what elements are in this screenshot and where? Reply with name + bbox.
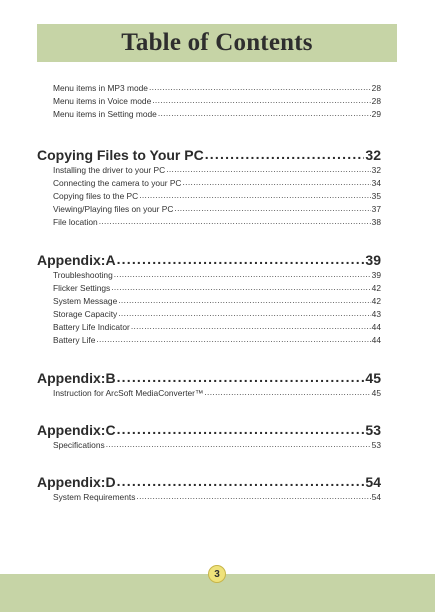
toc-entry-page: 44 <box>371 335 381 346</box>
toc-section <box>37 252 381 348</box>
toc-entry-label: Menu items in Voice mode <box>53 96 152 107</box>
dot-leader <box>118 294 370 307</box>
toc-section <box>37 474 381 504</box>
toc-entry-label: Menu items in Setting mode <box>53 109 157 120</box>
dot-leader <box>136 490 370 503</box>
dot-leader <box>204 386 370 399</box>
toc-heading[interactable] <box>37 474 381 491</box>
toc-entry-label: Menu items in MP3 mode <box>53 83 148 93</box>
toc-entry-label: System Message <box>53 295 118 306</box>
toc-heading-page: 32 <box>365 146 381 163</box>
dot-leader <box>118 307 370 320</box>
toc-section <box>37 147 381 230</box>
dot-leader <box>149 81 371 94</box>
toc-entry-page: 29 <box>371 109 381 120</box>
title-banner <box>37 24 397 62</box>
toc-entry[interactable] <box>53 439 381 452</box>
toc-entry-label: Storage Capacity <box>53 309 118 320</box>
toc-entry-page: 43 <box>371 309 381 320</box>
toc-entry-label: Flicker Settings <box>53 282 111 293</box>
dot-leader <box>166 163 370 176</box>
dot-leader <box>205 146 365 163</box>
toc-heading-label: Appendix:A <box>37 251 116 268</box>
toc-entry-page: 42 <box>371 282 381 293</box>
toc-entry-label: Battery Life <box>53 335 96 346</box>
toc-heading-page: 45 <box>365 369 381 386</box>
toc-entry[interactable] <box>53 334 381 347</box>
toc-entry-page: 37 <box>371 204 381 215</box>
dot-leader <box>99 215 371 228</box>
toc-entry-page: 53 <box>371 439 381 450</box>
toc-entry-label: Copying files to the PC <box>53 190 139 201</box>
dot-leader <box>106 438 371 451</box>
dot-leader <box>152 94 370 107</box>
toc-entry-page: 34 <box>371 177 381 188</box>
toc-heading-label: Appendix:D <box>37 474 116 490</box>
dot-leader <box>174 202 370 215</box>
toc-entry-page: 45 <box>371 387 381 398</box>
toc-entry-label: Installing the driver to your PC <box>53 164 166 175</box>
toc-section <box>37 82 381 122</box>
toc-heading[interactable] <box>37 422 381 439</box>
toc-entry-label: Instruction for ArcSoft MediaConverter™ <box>53 387 204 398</box>
dot-leader <box>111 281 370 294</box>
toc-entry-label: Troubleshooting <box>53 269 113 280</box>
toc-entry-label: File location <box>53 217 98 228</box>
toc-entry-page: 35 <box>371 190 381 201</box>
toc-heading-page: 53 <box>365 421 381 438</box>
toc-entry-page: 38 <box>371 217 381 228</box>
toc-heading-label: Copying Files to Your PC <box>37 146 204 163</box>
toc-entry-label: System Requirements <box>53 492 136 502</box>
table-of-contents <box>37 82 381 526</box>
dot-leader <box>117 421 365 438</box>
dot-leader <box>158 107 371 120</box>
toc-heading[interactable] <box>37 147 381 164</box>
toc-heading-label: Appendix:B <box>37 369 116 386</box>
toc-entry[interactable] <box>53 387 381 400</box>
toc-entry-label: Connecting the camera to your PC <box>53 177 182 188</box>
toc-entry-page: 28 <box>371 83 381 93</box>
toc-section <box>37 422 381 452</box>
toc-entry-page: 28 <box>371 96 381 107</box>
toc-entry-label: Battery Life Indicator <box>53 322 130 333</box>
toc-entry[interactable] <box>53 108 381 121</box>
dot-leader <box>117 251 365 268</box>
toc-entry[interactable] <box>53 216 381 229</box>
toc-heading[interactable] <box>37 370 381 387</box>
dot-leader <box>114 268 371 281</box>
page-number-badge: 3 <box>208 565 226 583</box>
toc-heading-label: Appendix:C <box>37 421 116 438</box>
toc-heading[interactable] <box>37 252 381 269</box>
dot-leader <box>96 333 370 346</box>
dot-leader <box>117 473 365 490</box>
toc-entry-page: 39 <box>371 269 381 280</box>
toc-heading-page: 39 <box>365 251 381 268</box>
toc-heading-page: 54 <box>365 474 381 490</box>
toc-entry-page: 32 <box>371 164 381 175</box>
page-title: Table of Contents <box>121 29 313 56</box>
dot-leader <box>117 369 365 386</box>
dot-leader <box>182 176 370 189</box>
toc-section <box>37 370 381 400</box>
toc-entry-label: Specifications <box>53 439 105 450</box>
toc-entry-page: 44 <box>371 322 381 333</box>
toc-entry-page: 54 <box>371 492 381 502</box>
toc-entry-label: Viewing/Playing files on your PC <box>53 204 174 215</box>
dot-leader <box>139 189 370 202</box>
toc-entry[interactable] <box>53 491 381 504</box>
toc-entry-page: 42 <box>371 295 381 306</box>
dot-leader <box>131 320 371 333</box>
